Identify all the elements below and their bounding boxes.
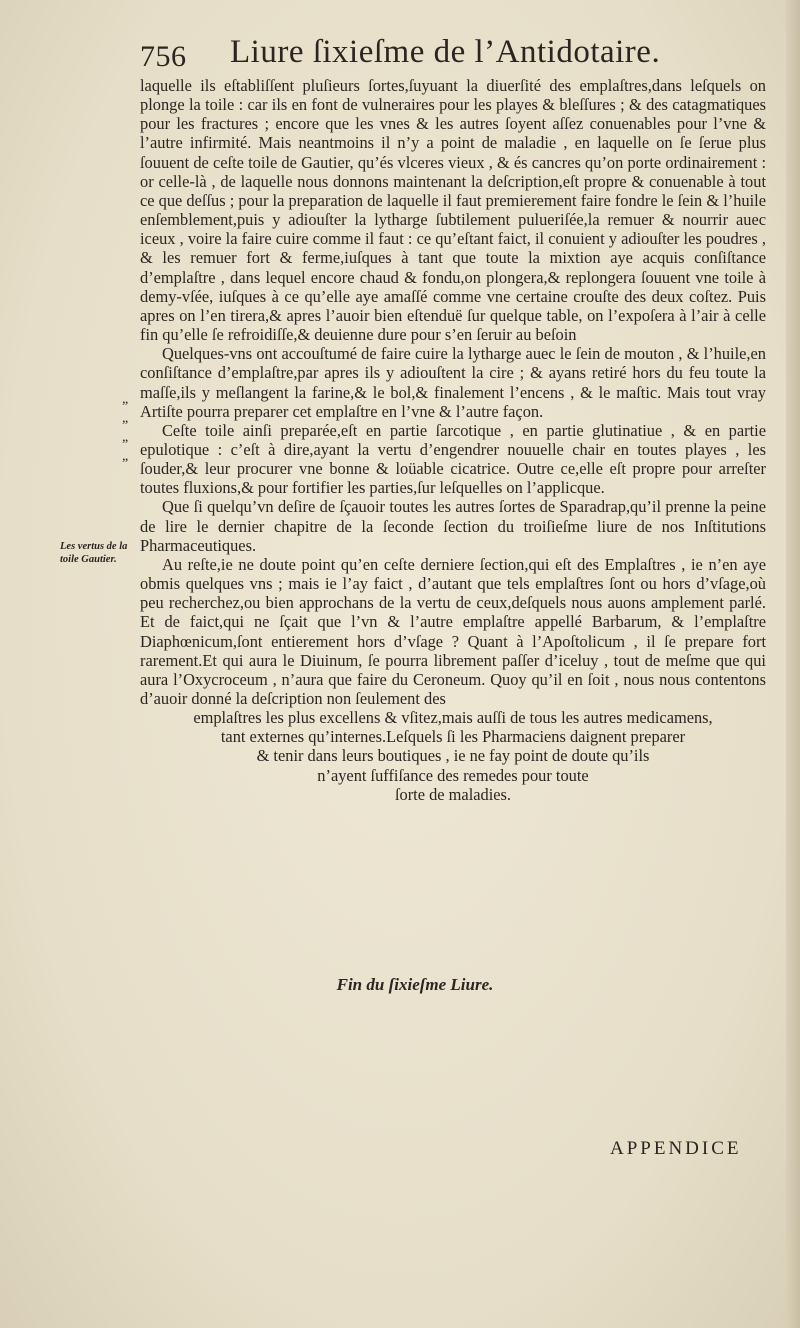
paragraph-5: Au reſte,ie ne doute point qu’en ceſte derniere ſection,qui eſt des Emplaſtres , ie n’en aye obmis quelques vns ; mais ie l’ay faict , d’autant que tels emplaſtres ſont ou hors d’vſage,où peu recherchez,ou bien approchans de la vertu de ceux,deſquels nous auons amplement parlé. Et de faict,qui ne ſçait que l’vn & l’autre emplaſtre appellé Barbarum, & l’emplaſtre Diaphœnicum,ſont entierement hors d’vſage ? Quant à l’Apoſtolicum , il ſe prepare fort rarement.Et qui aura le Diuinum, ſe pourra librement paſſer d’iceluy , tout de meſme que qui aura l’Oxycroceum , n’aura que faire du Ceroneum. Quoy qu’il en ſoit , nous nous contentons d’auoir donné la deſcription non ſeulement des	[140, 554, 766, 708]
margin-note: Les vertus de la toile Gautier.	[60, 541, 128, 565]
closing-lines	[140, 708, 766, 804]
page-edge	[786, 0, 800, 1328]
closing-line: ſorte de maladies.	[394, 784, 512, 804]
closing-line: & tenir dans leurs boutiques , ie ne fay point de doute qu’ils	[256, 746, 650, 766]
closing-line: emplaſtres les plus excellens & vſitez,mais auſſi de tous les autres medicamens,	[193, 708, 713, 728]
paragraph-3: Ceſte toile ainſi preparée,eſt en partie ſarcotique , en partie glutinatiue , & en partie epulotique : c’eſt à dire,ayant la vertu d’engendrer nouuelle chair en toutes playes , les ſouder,& leur procurer vne bonne & loüable cicatrice. Outre ce,elle eſt propre pour arreſter toutes fluxions,& pour fortifier les parties,ſur leſquelles on l’applicque.	[140, 420, 766, 498]
quotation-mark: „	[122, 411, 129, 426]
quotation-mark: „	[122, 430, 129, 445]
page-number: 756	[140, 40, 187, 73]
main-text	[140, 76, 766, 804]
running-title: Liure ſixieſme de l’Antidotaire.	[230, 34, 661, 70]
quotation-mark: „	[122, 392, 129, 407]
closing-line: n’ayent ſuffiſance des remedes pour toute	[317, 765, 589, 785]
end-of-book-line: Fin du ſixieſme Liure.	[336, 975, 494, 994]
quotation-mark: „	[122, 449, 129, 464]
paragraph-4: Que ſi quelqu’vn deſire de ſçauoir toutes les autres ſortes de Sparadrap,qu’il prenne la peine de lire le dernier chapitre de la ſeconde ſection du troiſieſme liure de nos Inſtitutions Pharmaceutiques.	[140, 497, 766, 555]
catchword: APPENDICE	[610, 1138, 742, 1159]
paragraph-2: Quelques-vns ont accouſtumé de faire cuire la lytharge auec le ſein de mouton , & l’huile,en conſiſtance d’emplaſtre,par apres ils y adiouſtent la cire ; & ayans retiré hors du feu toute la maſſe,ils y meſlangent la farine,& le bol,& finalement l’encens , & le maſtic. Mais tout vray Artiſte pourra preparer cet emplaſtre en l’vne & l’autre façon.	[140, 344, 766, 421]
paragraph-1: laquelle ils eſtabliſſent pluſieurs ſortes,ſuyuant la diuerſité des emplaſtres,dans leſquels on plonge la toile : car ils en font de vulneraires pour les playes & bleſſures ; & des catagmatiques pour les fractures ; encore que les vnes & les autres ſoyent aſſez conuenables pour l’vne & l’autre infirmité. Mais neantmoins il n’y a point de maladie , en laquelle on ſe ſerue plus ſouuent de ceſte toile de Gautier, qu’és vlceres vieux , & és cancres qu’on porte ordinairement : or celle-là , de laquelle nous donnons maintenant la deſcription,eſt propre & conuenable à tout ce que deſſus ; pour la preparation de laquelle il faut premierement faire fondre le ſein & l’huile enſemblement,puis y adiouſter la lytharge ſubtilement pulueriſée,la remuer & nourrir auec iceux , voire la faire cuire comme il faut : ce qu’eſtant faict, il conuient y adiouſter les poudres , & les remuer fort & ferme,iuſques à tant que toute la mixtion aye acquis conſiſtance d’emplaſtre , dans lequel encore chaud & fondu,on plongera,& replongera ſouuent vne toile à demy-vſée, iuſques à ce qu’elle aye amaſſé comme vne certaine crouſte des deux coſtez. Puis apres on l’en tirera,& apres l’auoir bien eſtenduë ſur quelque table, on l’expoſera à l’air à celle fin qu’elle ſe refroidiſſe,& deuienne dure pour s’en ſeruir au beſoin	[140, 76, 766, 345]
closing-line: tant externes qu’internes.Leſquels ſi les Pharmaciens daignent preparer	[220, 727, 686, 747]
